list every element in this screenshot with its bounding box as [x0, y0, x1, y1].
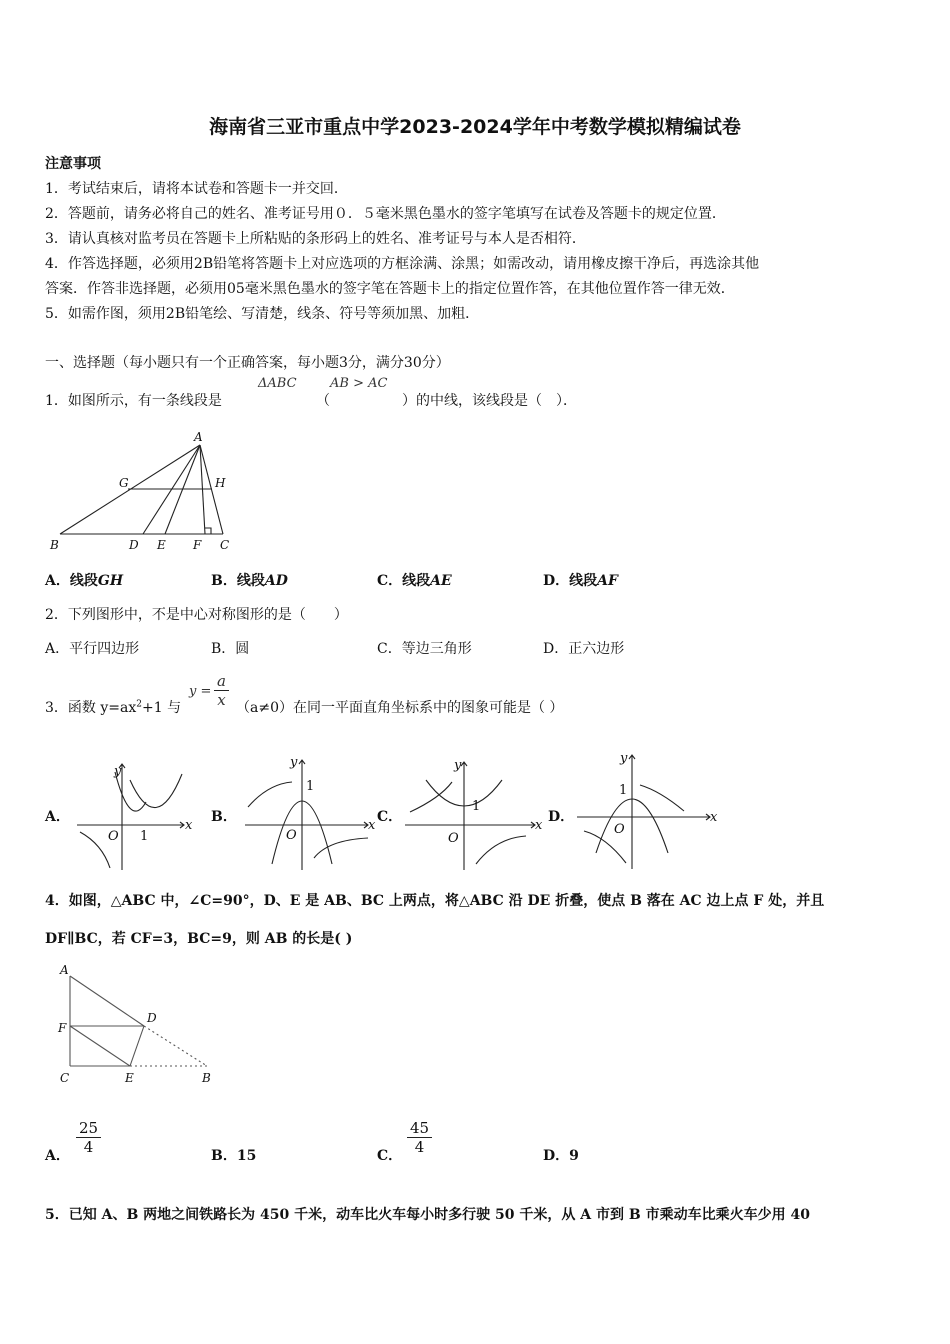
option-value: 15	[236, 1148, 257, 1164]
q3-option-letter-c[interactable]: C．	[377, 809, 403, 825]
q4-option-a-fraction	[76, 1119, 101, 1156]
figure-label: A	[60, 963, 69, 977]
figure-label: G	[119, 476, 129, 490]
tick-label: 1	[306, 779, 315, 794]
option-letter: A．线段	[45, 573, 98, 589]
q3-frac-lhs: y =	[189, 684, 212, 699]
q3-graph-a[interactable]	[72, 752, 197, 874]
origin-label: O	[448, 831, 459, 846]
notice-item: 5．如需作图，须用2B铅笔绘、写清楚，线条、符号等须加黑、加粗．	[45, 306, 480, 322]
figure-label: C	[60, 1071, 70, 1085]
figure-label: H	[215, 476, 226, 490]
figure-label: C	[220, 538, 230, 552]
tick-label: 1	[140, 829, 149, 844]
figure-label: F	[58, 1021, 67, 1035]
q1-paren-open: （	[316, 393, 330, 409]
q5-text: 5．已知 A、B 两地之间铁路长为 450 千米，动车比火车每小时多行驶 50 千米，从 A 市到 B 市乘动车比乘火车少用 40	[45, 1207, 810, 1223]
notice-item: 4．作答选择题，必须用2B铅笔将答题卡上对应选项的方框涂满、涂黑；如需改动，请用橡皮擦干净后，再选涂其他	[45, 256, 760, 272]
figure-label: E	[157, 538, 166, 552]
q3-option-letter-b[interactable]: B．	[211, 809, 237, 825]
axis-label: x	[535, 818, 543, 833]
q4-option-c-fraction	[407, 1119, 432, 1156]
notice-item: 2．答题前，请务必将自己的姓名、准考证号用０．５毫米黑色墨水的签字笔填写在试卷及答题卡的规定位置．	[45, 206, 726, 222]
figure-label: D	[147, 1011, 157, 1025]
option-letter: D．线段	[543, 573, 598, 589]
q4-option-c[interactable]: C．	[377, 1148, 403, 1164]
axis-label: y	[114, 764, 122, 779]
origin-label: O	[286, 828, 297, 843]
origin-label: O	[614, 822, 625, 837]
q2-option-d[interactable]: D．正六边形	[543, 641, 625, 657]
figure-label: B	[50, 538, 59, 552]
fraction-denominator: 4	[414, 1138, 425, 1156]
axis-label: x	[185, 818, 193, 833]
notice-heading: 注意事项	[45, 156, 101, 172]
q2-option-a[interactable]: A．平行四边形	[45, 641, 140, 657]
notice-item: 1．考试结束后，请将本试卷和答题卡一并交回．	[45, 181, 348, 197]
q1-option-d[interactable]	[543, 570, 618, 590]
notice-item: 答案．作答非选择题，必须用05毫米黑色墨水的签字笔在答题卡上的指定位置作答，在其他位置作答一律无效．	[45, 281, 735, 297]
page-title: 海南省三亚市重点中学2023-2024学年中考数学模拟精编试卷	[209, 116, 741, 138]
section-heading: 一、选择题（每小题只有一个正确答案，每小题3分，满分30分）	[45, 355, 450, 371]
tick-label: 1	[472, 799, 481, 814]
option-value: GH	[97, 573, 124, 589]
q4-line1: 4．如图，△ABC 中，∠C=90°，D、E 是 AB、BC 上两点，将△ABC 沿 DE 折叠，使点 B 落在 AC 边上点 F 处，并且	[45, 893, 825, 909]
axis-label: y	[290, 755, 298, 770]
q1-suffix: ）的中线，该线段是（ ）．	[402, 393, 577, 409]
option-value: AF	[597, 573, 618, 589]
figure-label: D	[129, 538, 139, 552]
notice-item: 3．请认真核对监考员在答题卡上所粘贴的条形码上的姓名、准考证号与本人是否相符．	[45, 231, 586, 247]
q1-prefix: 1．如图所示，有一条线段是	[45, 393, 222, 409]
q1-option-c[interactable]	[377, 570, 452, 590]
fraction-denominator: x	[217, 691, 226, 709]
q1-triangle: ΔABC	[258, 376, 297, 391]
axis-label: x	[710, 810, 718, 825]
option-letter: C．线段	[377, 573, 431, 589]
figure-label: F	[193, 538, 202, 552]
figure-label: A	[194, 430, 203, 444]
q4-triangle-figure	[52, 962, 222, 1088]
q4-option-d[interactable]	[543, 1145, 579, 1165]
q1-option-a[interactable]	[45, 570, 123, 590]
q3-text	[45, 697, 181, 717]
option-letter: D．	[543, 1148, 570, 1164]
q3-graph-c[interactable]	[400, 752, 548, 874]
option-letter: B．	[211, 1148, 237, 1164]
figure-label: B	[202, 1071, 211, 1085]
q1-option-b[interactable]	[211, 570, 288, 590]
fraction-numerator: a	[214, 672, 229, 691]
option-value: 9	[569, 1148, 579, 1164]
figure-label: E	[125, 1071, 134, 1085]
fraction-numerator: 45	[407, 1119, 432, 1138]
q3-graph-d[interactable]	[572, 747, 722, 872]
q3-exponent: 2	[136, 699, 142, 710]
q3-mid: +1 与	[141, 700, 182, 716]
q4-line2: DF∥BC，若 CF=3，BC=9，则 AB 的长是( )	[45, 931, 353, 947]
q4-option-b[interactable]	[211, 1145, 256, 1165]
q3-fraction	[214, 672, 229, 709]
axis-label: y	[454, 758, 462, 773]
q3-suffix: （a≠0）在同一平面直角坐标系中的图象可能是（ ）	[236, 700, 564, 716]
q3-option-letter-a[interactable]: A．	[45, 809, 70, 825]
axis-label: y	[620, 751, 628, 766]
fraction-numerator: 25	[76, 1119, 101, 1138]
origin-label: O	[108, 829, 119, 844]
q3-option-letter-d[interactable]: D．	[548, 809, 575, 825]
q1-condition: AB > AC	[330, 376, 388, 391]
q1-triangle-figure	[45, 428, 245, 556]
q4-option-a[interactable]: A．	[45, 1148, 70, 1164]
q3-prefix: 3．函数 y=ax	[45, 700, 137, 716]
tick-label: 1	[619, 783, 628, 798]
fraction-denominator: 4	[83, 1138, 94, 1156]
axis-label: x	[368, 818, 376, 833]
q2-text: 2．下列图形中，不是中心对称图形的是（ ）	[45, 607, 348, 623]
q2-option-c[interactable]: C．等边三角形	[377, 641, 472, 657]
option-letter: B．线段	[211, 573, 265, 589]
option-value: AE	[430, 573, 452, 589]
q3-graph-b[interactable]	[240, 752, 380, 874]
q2-option-b[interactable]: B．圆	[211, 641, 250, 657]
option-value: AD	[264, 573, 288, 589]
